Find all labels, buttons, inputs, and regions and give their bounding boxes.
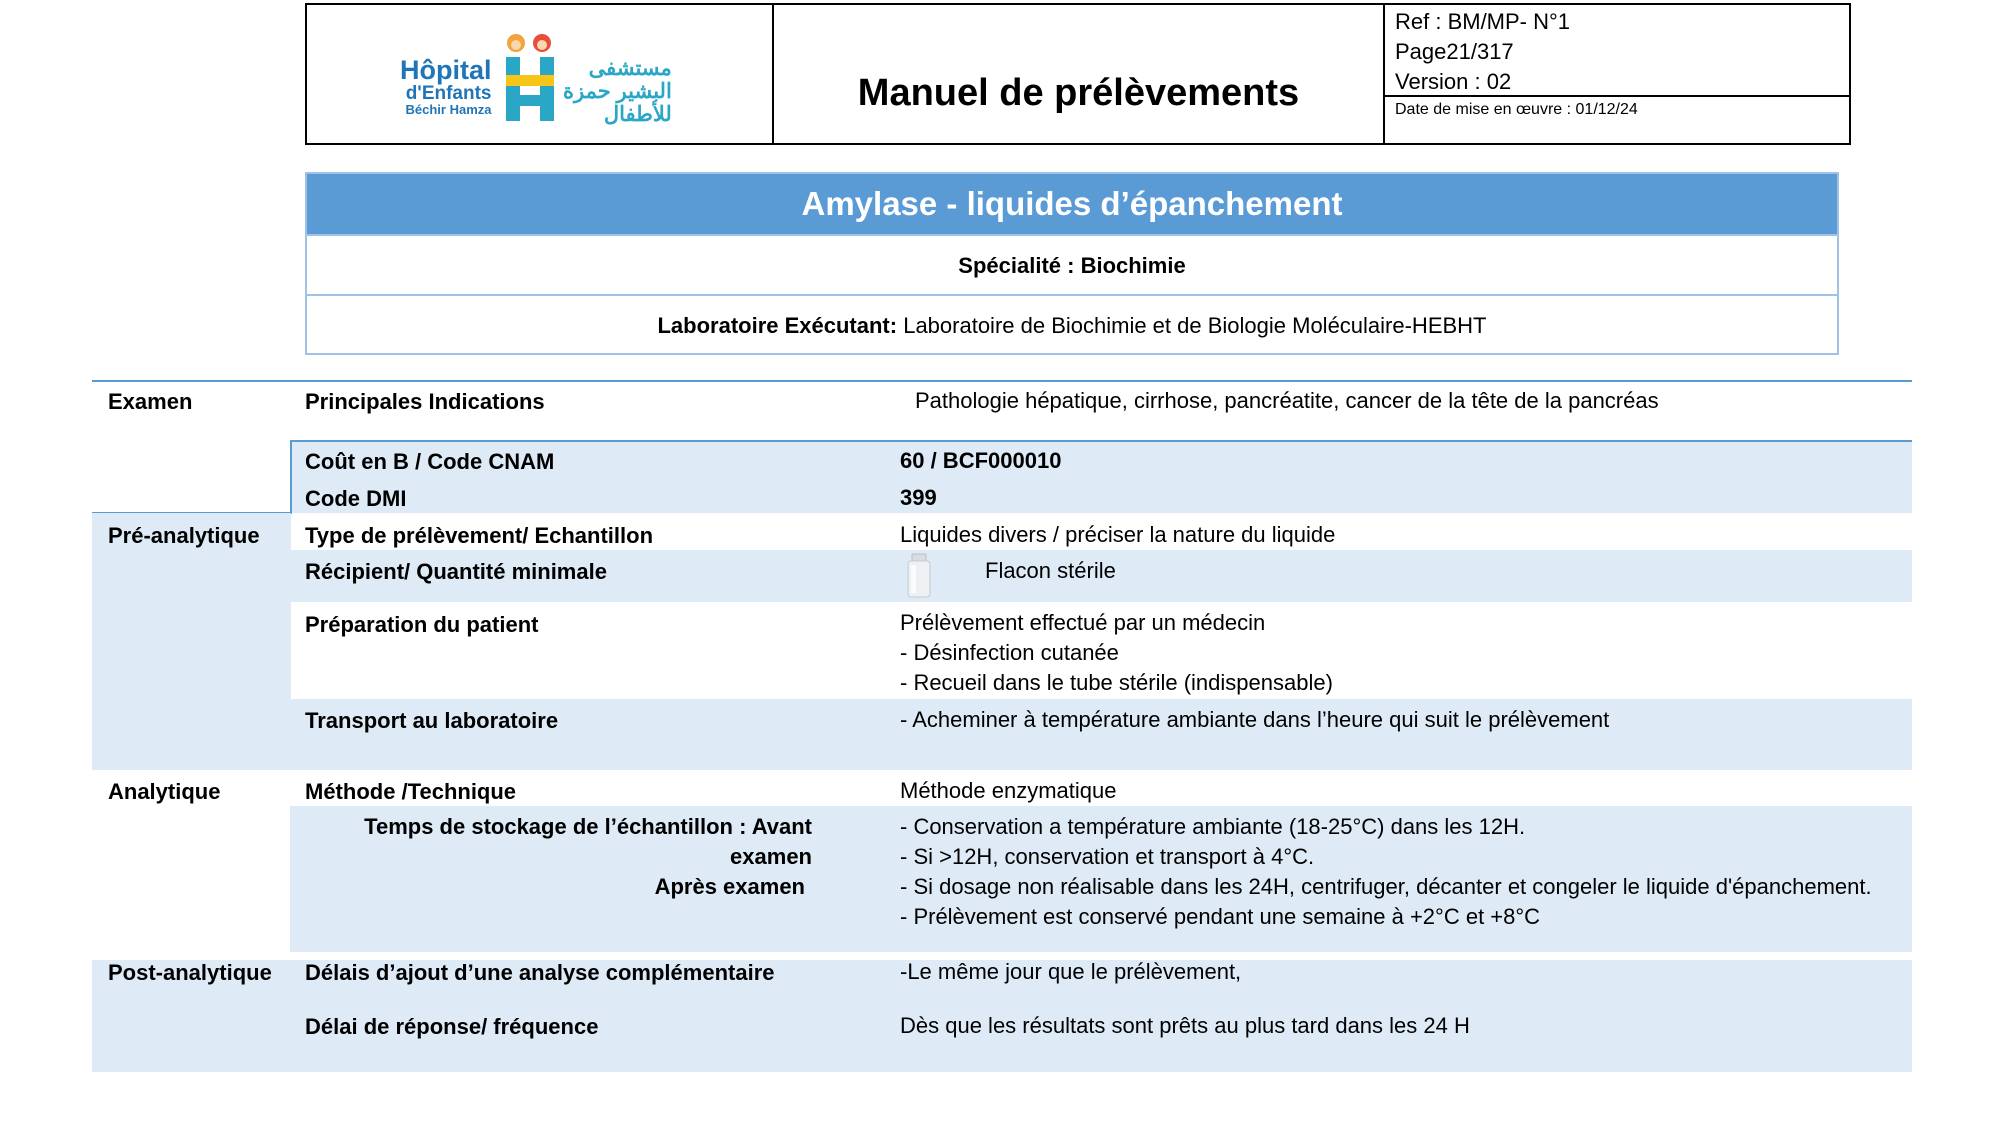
hospital-logo-text-ar bbox=[563, 57, 672, 126]
label-stockage-3: Après examen bbox=[654, 874, 805, 899]
value-preparation bbox=[900, 608, 1333, 698]
specialite: Spécialité : Biochimie bbox=[307, 234, 1837, 296]
preparation-line: - Recueil dans le tube stérile (indispensable) bbox=[900, 670, 1333, 695]
category-pre-analytique: Pré-analytique bbox=[108, 523, 260, 548]
logo-ar-line-3: للأطفال bbox=[603, 103, 672, 126]
hospital-logo-text-fr bbox=[400, 57, 492, 116]
stockage-line: - Si >12H, conservation et transport à 4°C. bbox=[900, 844, 1315, 869]
stockage-line: - Si dosage non réalisable dans les 24H, centrifuger, décanter et congeler le liquide d'épanchement. bbox=[900, 874, 1872, 899]
label-delai-reponse: Délai de réponse/ fréquence bbox=[305, 1014, 599, 1039]
meta-top bbox=[1385, 5, 1849, 97]
value-methode: Méthode enzymatique bbox=[900, 778, 1117, 803]
date-mise-en-oeuvre: Date de mise en œuvre : 01/12/24 bbox=[1395, 101, 1638, 118]
document-title: Manuel de prélèvements bbox=[774, 5, 1385, 143]
value-delais-ajout: -Le même jour que le prélèvement, bbox=[900, 959, 1242, 984]
ref-number: Ref : BM/MP- N°1 bbox=[1395, 9, 1571, 34]
value-cout: 60 / BCF000010 bbox=[900, 448, 1062, 473]
page-number: Page21/317 bbox=[1395, 39, 1514, 64]
logo-cell bbox=[307, 5, 774, 143]
stockage-line: - Prélèvement est conservé pendant une semaine à +2°C et +8°C bbox=[900, 904, 1541, 929]
label-transport: Transport au laboratoire bbox=[305, 708, 559, 733]
value-stockage bbox=[900, 812, 1872, 932]
logo-ar-line-2: البشير حمزة bbox=[563, 80, 672, 103]
document-header bbox=[305, 3, 1851, 145]
table-top-rule bbox=[92, 380, 1912, 382]
value-transport: - Acheminer à température ambiante dans l’heure qui suit le prélèvement bbox=[900, 707, 1610, 732]
shade-pre-category bbox=[92, 513, 291, 770]
category-analytique: Analytique bbox=[108, 779, 221, 804]
flacon-icon bbox=[905, 553, 933, 599]
label-dmi: Code DMI bbox=[305, 486, 407, 511]
label-stockage-2: examen bbox=[730, 844, 812, 869]
value-indications: Pathologie hépatique, cirrhose, pancréatite, cancer de la tête de la pancréas bbox=[915, 388, 1659, 413]
label-cout: Coût en B / Code CNAM bbox=[305, 449, 555, 474]
labo-label: Laboratoire Exécutant: bbox=[657, 313, 898, 338]
stockage-line: - Conservation a température ambiante (18-25°C) dans les 12H. bbox=[900, 814, 1526, 839]
logo-line-3: Béchir Hamza bbox=[405, 102, 492, 117]
value-dmi: 399 bbox=[900, 485, 937, 510]
label-type-prelevement: Type de prélèvement/ Echantillon bbox=[305, 523, 654, 548]
label-indications: Principales Indications bbox=[305, 389, 545, 414]
hospital-logo-icon bbox=[502, 31, 558, 123]
label-preparation: Préparation du patient bbox=[305, 612, 539, 637]
value-delai-reponse: Dès que les résultats sont prêts au plus tard dans les 24 H bbox=[900, 1013, 1470, 1038]
value-type-prelevement: Liquides divers / préciser la nature du liquide bbox=[900, 522, 1336, 547]
category-post-analytique: Post-analytique bbox=[108, 960, 272, 985]
document-meta bbox=[1385, 5, 1849, 143]
value-recipient: Flacon stérile bbox=[985, 558, 1116, 583]
preparation-line: - Désinfection cutanée bbox=[900, 640, 1119, 665]
laboratoire-executant bbox=[307, 294, 1837, 356]
label-delais-ajout: Délais d’ajout d’une analyse complémentaire bbox=[305, 960, 775, 985]
test-title: Amylase - liquides d’épanchement bbox=[307, 174, 1837, 234]
logo-line-1: Hôpital bbox=[400, 55, 492, 85]
category-examen: Examen bbox=[108, 389, 193, 414]
logo-ar-line-1: مستشفى bbox=[588, 57, 672, 80]
version: Version : 02 bbox=[1395, 69, 1512, 94]
label-recipient: Récipient/ Quantité minimale bbox=[305, 559, 607, 584]
label-methode: Méthode /Technique bbox=[305, 779, 517, 804]
labo-value: Laboratoire de Biochimie et de Biologie Moléculaire-HEBHT bbox=[897, 313, 1487, 338]
test-title-block bbox=[305, 172, 1839, 355]
logo-line-2: d'Enfants bbox=[405, 83, 492, 104]
preparation-line: Prélèvement effectué par un médecin bbox=[900, 610, 1266, 635]
label-stockage-1: Temps de stockage de l’échantillon : Avant bbox=[364, 814, 812, 839]
